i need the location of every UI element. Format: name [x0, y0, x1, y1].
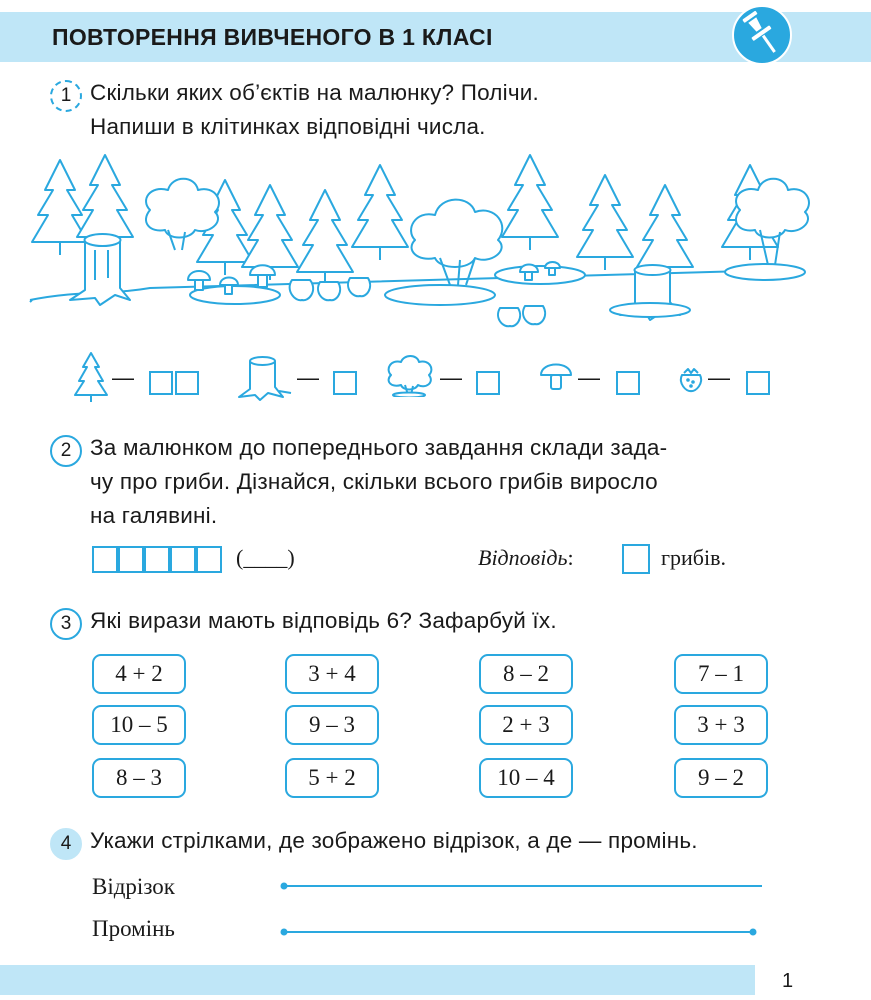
dash-2: —	[297, 365, 319, 390]
task2-line-3: на галявині.	[90, 503, 218, 528]
bush-icon	[383, 353, 435, 397]
solution-cell[interactable]	[196, 546, 222, 573]
solution-cells	[92, 546, 222, 573]
count-row	[0, 345, 871, 405]
answer-cell[interactable]	[746, 371, 770, 395]
pushpin-icon	[730, 2, 794, 66]
expression-box[interactable]: 10 – 5	[92, 705, 186, 745]
task-number-4: 4	[50, 828, 82, 860]
unit-blank: (____)	[236, 545, 295, 570]
answer-cell[interactable]	[616, 371, 640, 395]
segment-label: Відрізок	[92, 874, 175, 899]
solution-cell[interactable]	[92, 546, 118, 573]
dash-1: —	[112, 365, 134, 390]
answer-box[interactable]	[622, 544, 650, 574]
task4-question: Укажи стрілками, де зображено відрізок, а де — промінь.	[90, 828, 698, 853]
task-number-1: 1	[50, 80, 82, 112]
segment-line	[281, 883, 763, 890]
page-title: ПОВТОРЕННЯ ВИВЧЕНОГО В 1 КЛАСІ	[52, 24, 493, 50]
ray-line	[281, 929, 757, 936]
dash-3: —	[440, 365, 462, 390]
page-number: 1	[782, 970, 794, 992]
mushroom-icon	[538, 359, 574, 393]
task3-question: Які вирази мають відповідь 6? Зафарбуй їх.	[90, 608, 557, 633]
task-number-3: 3	[50, 608, 82, 640]
forest-scene-illustration	[20, 150, 820, 340]
expression-box[interactable]: 9 – 2	[674, 758, 768, 798]
expression-box[interactable]: 2 + 3	[479, 705, 573, 745]
solution-cell[interactable]	[144, 546, 170, 573]
dash-4: —	[578, 365, 600, 390]
task2-line-1: За малюнком до попереднього завдання склади зада-	[90, 435, 668, 460]
answer-label-text: Відповідь	[478, 545, 568, 570]
task1-line-1: Скільки яких об’єктів на малюнку? Полічи.	[90, 80, 539, 105]
answer-colon: :	[567, 545, 574, 570]
answer-cell[interactable]	[149, 371, 173, 395]
expression-box[interactable]: 3 + 4	[285, 654, 379, 694]
expression-box[interactable]: 10 – 4	[479, 758, 573, 798]
expression-box[interactable]: 8 – 2	[479, 654, 573, 694]
tree-icon	[70, 351, 112, 403]
answer-label	[478, 545, 574, 571]
task-number-2: 2	[50, 435, 82, 467]
geometry-lines	[270, 875, 770, 945]
answer-unit: грибів.	[661, 545, 726, 570]
expression-box[interactable]: 7 – 1	[674, 654, 768, 694]
answer-cell[interactable]	[333, 371, 357, 395]
task2-line-2: чу про гриби. Дізнайся, скільки всього грибів виросло	[90, 469, 658, 494]
footer-band	[0, 965, 755, 995]
solution-cell[interactable]	[170, 546, 196, 573]
answer-cell[interactable]	[175, 371, 199, 395]
strawberry-icon	[678, 367, 704, 393]
expression-box[interactable]: 3 + 3	[674, 705, 768, 745]
dash-5: —	[708, 365, 730, 390]
task1-line-2: Напиши в клітинках відповідні числа.	[90, 114, 486, 139]
stump-icon	[235, 353, 295, 401]
expression-box[interactable]: 9 – 3	[285, 705, 379, 745]
answer-cell[interactable]	[476, 371, 500, 395]
solution-cell[interactable]	[118, 546, 144, 573]
expression-box[interactable]: 4 + 2	[92, 654, 186, 694]
expression-box[interactable]: 5 + 2	[285, 758, 379, 798]
ray-label: Промінь	[92, 916, 175, 941]
expression-box[interactable]: 8 – 3	[92, 758, 186, 798]
